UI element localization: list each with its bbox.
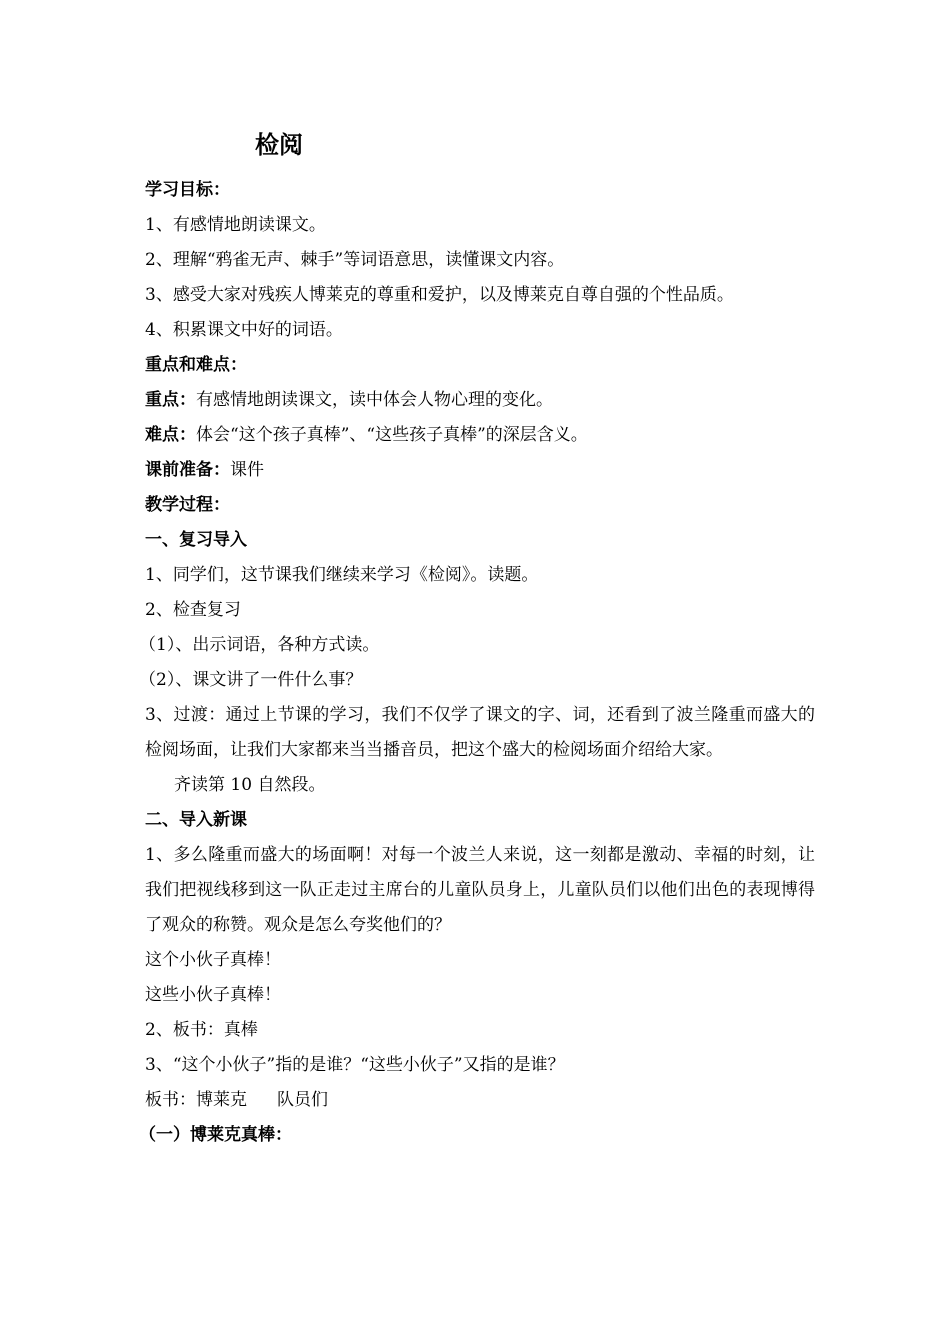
section-1-sub-2: （2）、课文讲了一件什么事？ [139, 670, 363, 690]
difficulty-text: 体会“这个孩子真棒”、“这些孩子真棒”的深层含义。 [196, 425, 588, 445]
difficulty-label: 难点： [145, 425, 196, 445]
key-point [145, 383, 815, 418]
goal-item-2: 2、理解“鸦雀无声、棘手”等词语意思，读懂课文内容。 [145, 250, 565, 270]
key-label: 重点： [145, 390, 196, 410]
page-title: 检阅 [255, 131, 303, 159]
preparation [145, 453, 815, 488]
goal-item-1: 1、有感情地朗读课文。 [145, 215, 326, 235]
prep-label: 课前准备： [145, 460, 230, 480]
section-2-item-2: 2、板书：真棒 [145, 1020, 258, 1040]
key-text: 有感情地朗读课文，读中体会人物心理的变化。 [196, 390, 553, 410]
section-1-read: 齐读第 10 自然段。 [174, 775, 326, 795]
section-1-item-2: 2、检查复习 [145, 600, 241, 620]
section-2-heading: 二、导入新课 [145, 810, 247, 830]
praise-1: 这个小伙子真棒！ [145, 950, 281, 970]
board-value: 队员们 [277, 1090, 328, 1110]
praise-2: 这些小伙子真棒！ [145, 985, 281, 1005]
section-1-item-3: 3、过渡：通过上节课的学习，我们不仅学了课文的字、词，还看到了波兰隆重而盛大的检阅场面，让我们大家都来当当播音员，把这个盛大的检阅场面介绍给大家。 [145, 705, 815, 760]
goals-heading: 学习目标： [145, 180, 230, 200]
document-body [139, 173, 815, 1153]
section-2-item-1: 1、多么隆重而盛大的场面啊！对每一个波兰人来说，这一刻都是激动、幸福的时刻，让我们把视线移到这一队正走过主席台的儿童队员身上，儿童队员们以他们出色的表现博得了观众的称赞。观众是怎么夸奖他们的？ [145, 845, 815, 935]
focus-heading: 重点和难点： [145, 355, 247, 375]
board-label: 板书：博莱克 [145, 1090, 247, 1110]
section-1-item-1: 1、同学们，这节课我们继续来学习《检阅》。读题。 [145, 565, 539, 585]
difficulty-point [145, 418, 815, 453]
section-1-heading: 一、复习导入 [145, 530, 247, 550]
goal-item-3: 3、感受大家对残疾人博莱克的尊重和爱护，以及博莱克自尊自强的个性品质。 [145, 285, 734, 305]
board-note [145, 1083, 815, 1118]
prep-text: 课件 [230, 460, 264, 480]
section-2-item-3: 3、“这个小伙子”指的是谁？“这些小伙子”又指的是谁？ [145, 1055, 565, 1075]
section-1-sub-1: （1）、出示词语，各种方式读。 [139, 635, 380, 655]
process-heading: 教学过程： [145, 495, 230, 515]
goal-item-4: 4、积累课文中好的词语。 [145, 320, 343, 340]
section-2-sub-heading: （一）博莱克真棒： [139, 1125, 292, 1145]
